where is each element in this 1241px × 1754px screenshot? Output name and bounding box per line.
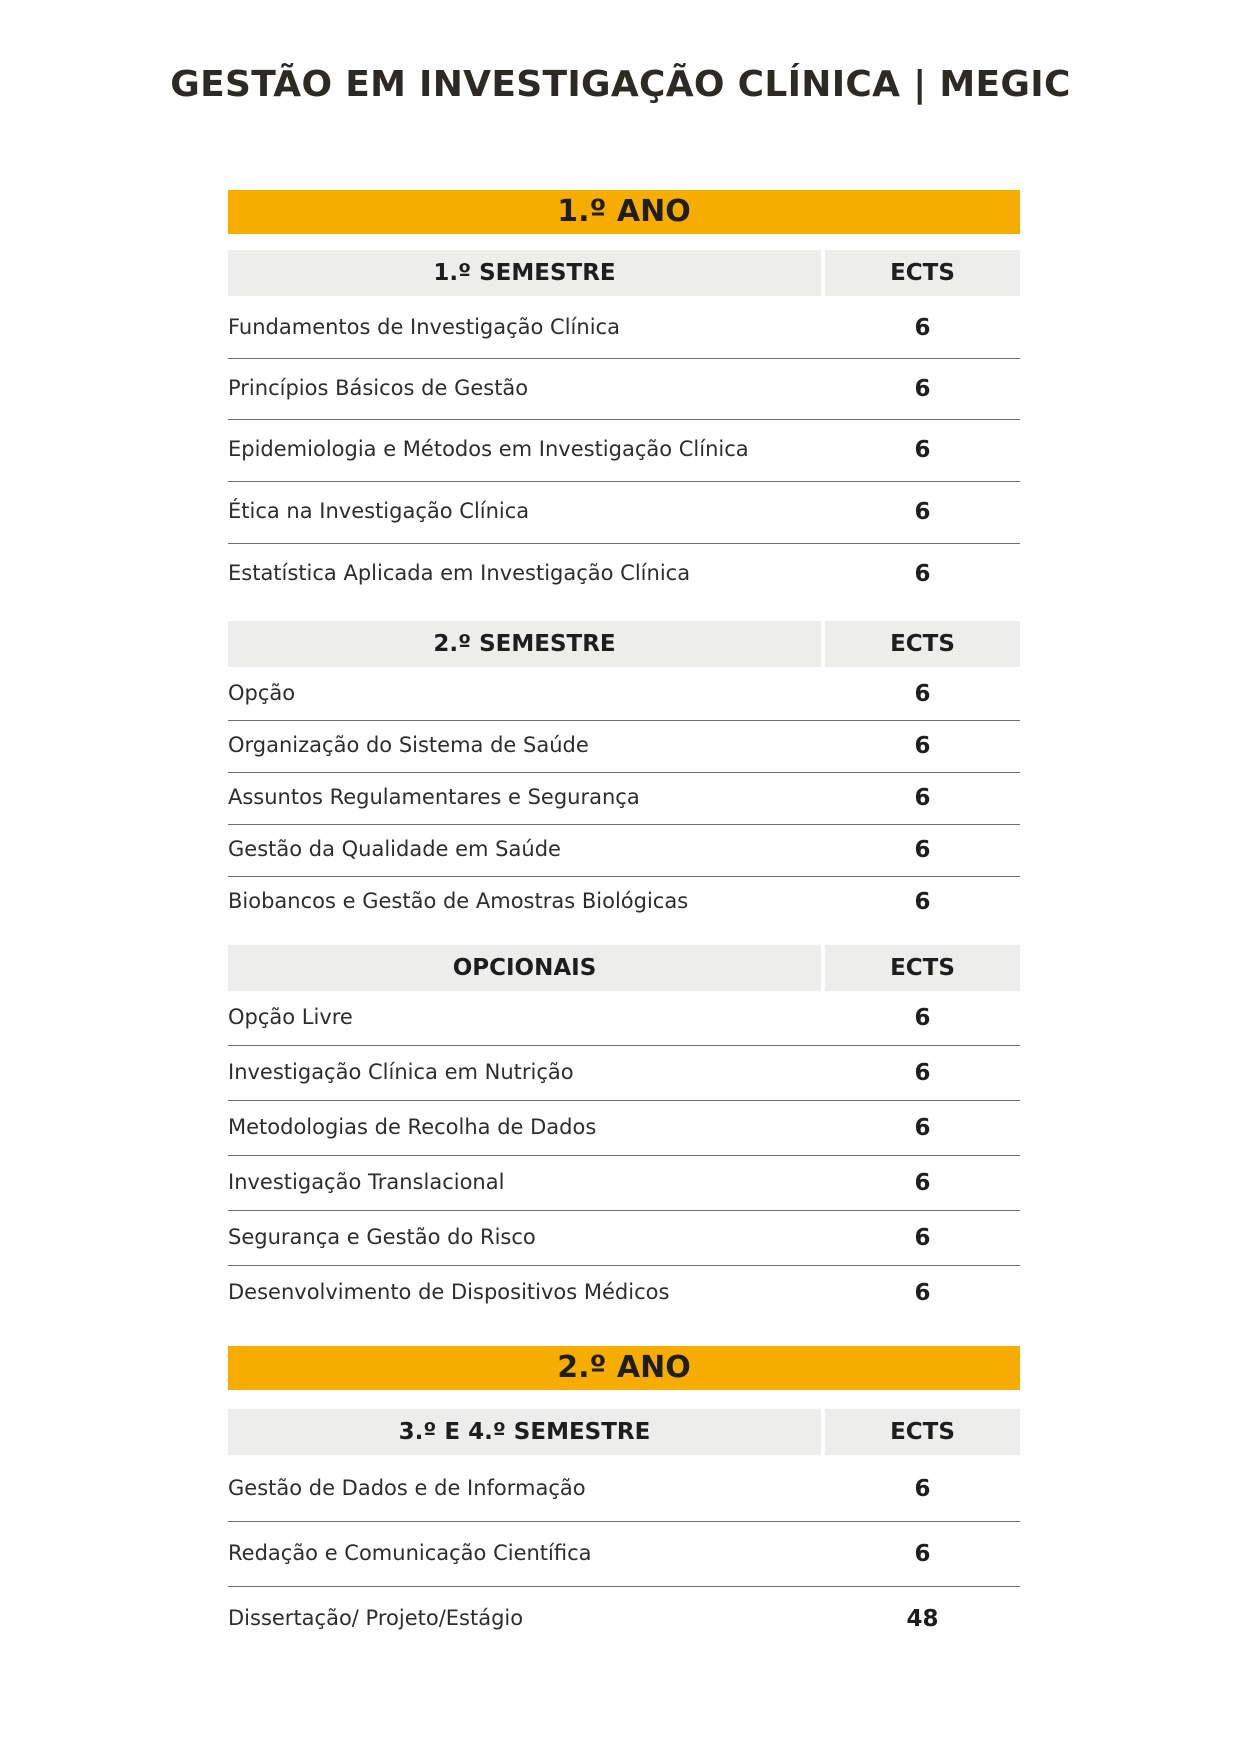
sem1-ects-header: ECTS (825, 250, 1020, 296)
course-ects: 6 (914, 733, 931, 759)
course-ects: 6 (914, 681, 931, 707)
year2-block (228, 1346, 1020, 1646)
course-ects: 6 (914, 1476, 931, 1502)
course-name: Ética na Investigação Clínica (228, 499, 530, 523)
course-ects: 6 (914, 376, 931, 402)
course-name: Metodologias de Recolha de Dados (228, 1115, 597, 1139)
course-name: Gestão de Dados e de Informação (228, 1476, 586, 1500)
course-ects: 6 (914, 561, 931, 587)
row-divider (228, 543, 1020, 544)
row-divider (228, 1155, 1020, 1156)
course-name: Investigação Translacional (228, 1170, 505, 1194)
sem2-ects-header: ECTS (825, 621, 1020, 667)
row-divider (228, 1210, 1020, 1211)
optional-ects-header: ECTS (825, 945, 1020, 991)
year1-banner: 1.º ANO (228, 190, 1020, 234)
course-ects: 6 (914, 1225, 931, 1251)
sem34-header (228, 1409, 1020, 1455)
course-name: Opção (228, 681, 296, 705)
course-ects: 6 (914, 1005, 931, 1031)
course-ects: 6 (914, 1115, 931, 1141)
course-name: Redação e Comunicação Científica (228, 1541, 592, 1565)
row-divider (228, 419, 1020, 420)
row-divider (228, 772, 1020, 773)
course-name: Opção Livre (228, 1005, 353, 1029)
course-ects: 48 (906, 1606, 939, 1632)
course-name: Gestão da Qualidade em Saúde (228, 837, 561, 861)
optional-title: OPCIONAIS (228, 945, 821, 991)
course-name: Princípios Básicos de Gestão (228, 376, 529, 400)
course-ects: 6 (914, 1280, 931, 1306)
course-ects: 6 (914, 785, 931, 811)
sem1-title: 1.º SEMESTRE (228, 250, 821, 296)
sem2-header (228, 621, 1020, 667)
course-ects: 6 (914, 437, 931, 463)
course-name: Fundamentos de Investigação Clínica (228, 315, 620, 339)
optional-header (228, 945, 1020, 991)
course-name: Assuntos Regulamentares e Segurança (228, 785, 640, 809)
year1-block (228, 190, 1020, 1310)
course-ects: 6 (914, 889, 931, 915)
sem34-title: 3.º E 4.º SEMESTRE (228, 1409, 821, 1455)
course-ects: 6 (914, 1060, 931, 1086)
course-name: Epidemiologia e Métodos em Investigação Clínica (228, 437, 749, 461)
sem1-header (228, 250, 1020, 296)
row-divider (228, 481, 1020, 482)
course-ects: 6 (914, 837, 931, 863)
course-name: Dissertação/ Projeto/Estágio (228, 1606, 524, 1630)
row-divider (228, 876, 1020, 877)
course-ects: 6 (914, 315, 931, 341)
course-ects: 6 (914, 499, 931, 525)
row-divider (228, 824, 1020, 825)
sem2-title: 2.º SEMESTRE (228, 621, 821, 667)
course-ects: 6 (914, 1170, 931, 1196)
course-name: Estatística Aplicada em Investigação Clínica (228, 561, 691, 585)
course-name: Organização do Sistema de Saúde (228, 733, 589, 757)
page-title: GESTÃO EM INVESTIGAÇÃO CLÍNICA | MEGIC (170, 64, 1071, 105)
sem34-ects-header: ECTS (825, 1409, 1020, 1455)
row-divider (228, 1521, 1020, 1522)
row-divider (228, 1045, 1020, 1046)
course-name: Desenvolvimento de Dispositivos Médicos (228, 1280, 670, 1304)
row-divider (228, 720, 1020, 721)
course-name: Biobancos e Gestão de Amostras Biológicas (228, 889, 689, 913)
course-name: Segurança e Gestão do Risco (228, 1225, 536, 1249)
year2-banner: 2.º ANO (228, 1346, 1020, 1390)
row-divider (228, 358, 1020, 359)
row-divider (228, 1100, 1020, 1101)
row-divider (228, 1586, 1020, 1587)
course-ects: 6 (914, 1541, 931, 1567)
course-name: Investigação Clínica em Nutrição (228, 1060, 574, 1084)
row-divider (228, 1265, 1020, 1266)
